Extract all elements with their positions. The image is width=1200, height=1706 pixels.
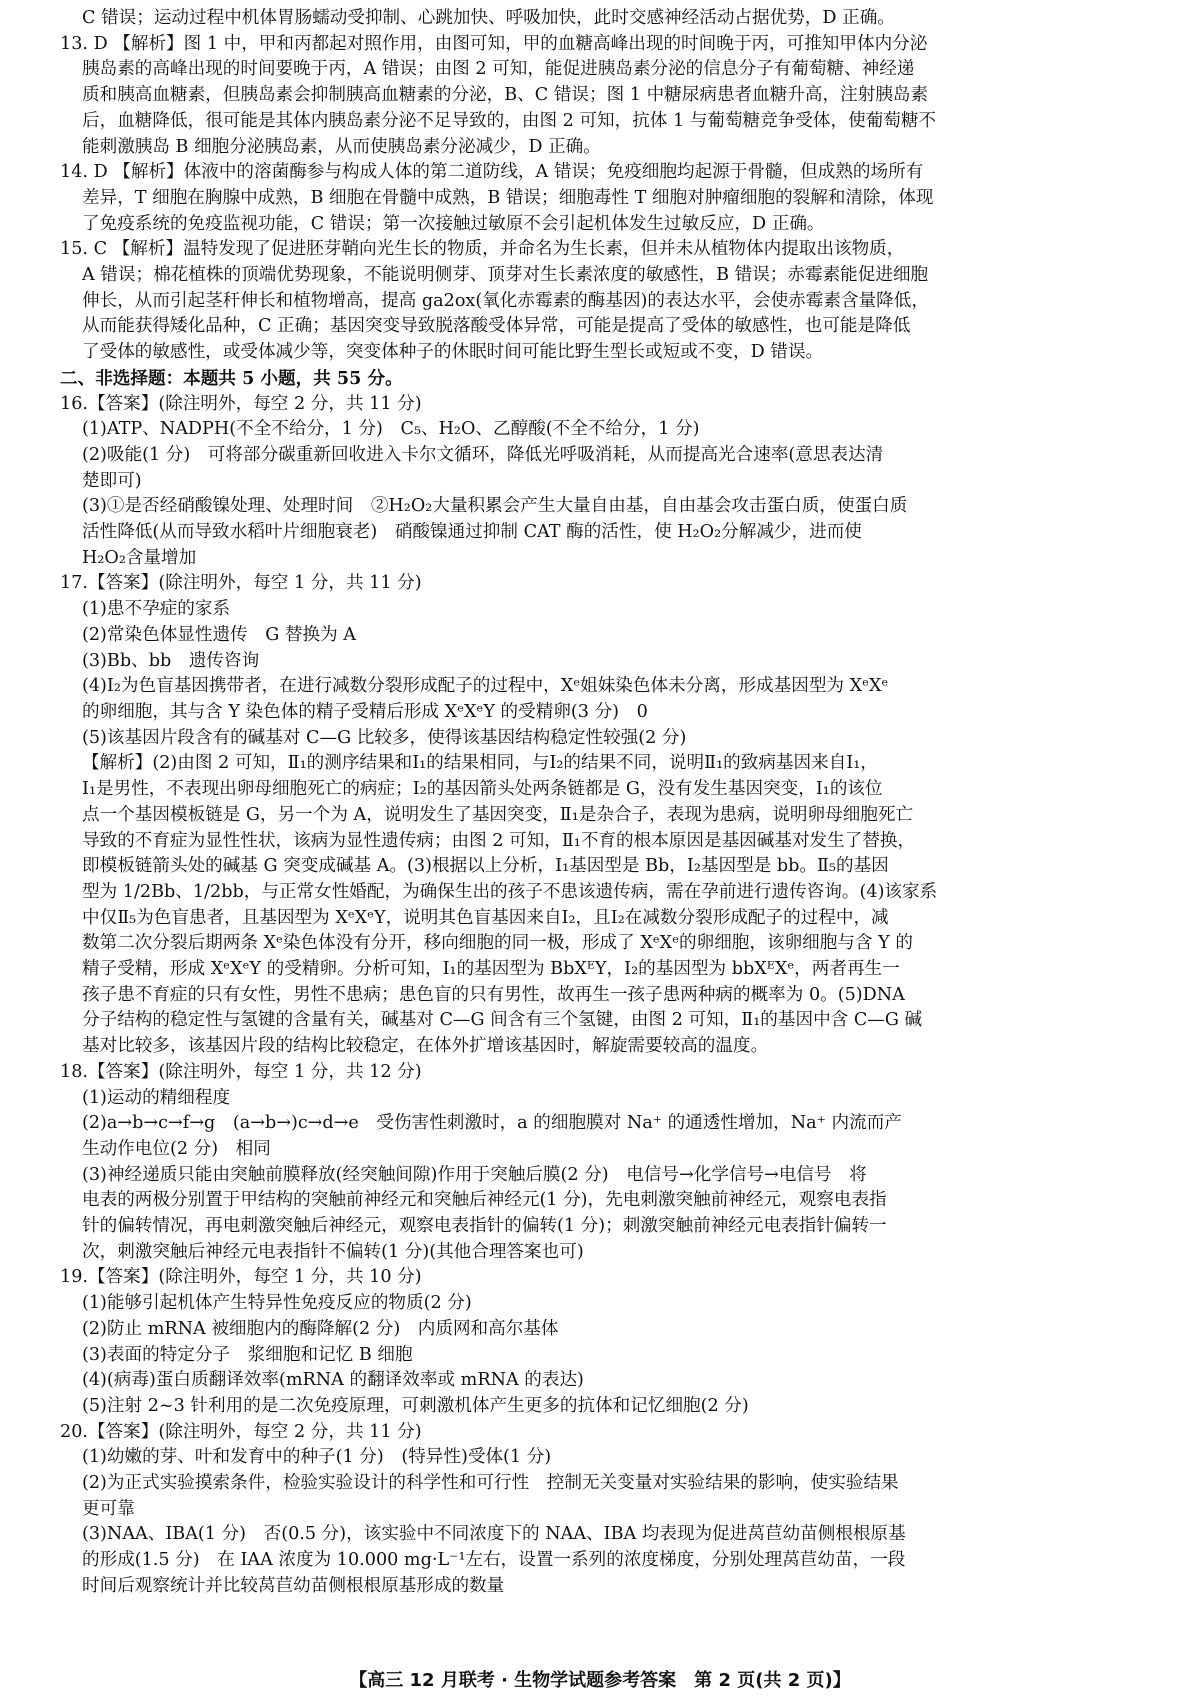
text-line: 16.【答案】(除注明外，每空 2 分，共 11 分)	[60, 393, 422, 414]
text-line: 分子结构的稳定性与氢键的含量有关，碱基对 C—G 间含有三个氢键，由图 2 可知，Ⅱ₁的基因中含 C—G 碱	[82, 1010, 923, 1031]
text-line: 次，刺激突触后神经元电表指针不偏转(1 分)(其他合理答案也可)	[82, 1241, 584, 1262]
text-line: (5)该基因片段含有的碱基对 C—G 比较多，使得该基因结构稳定性较强(2 分)	[82, 727, 687, 748]
text-line: (2)a→b→c→f→g (a→b→)c→d→e 受伤害性刺激时，a 的细胞膜对 Na⁺ 的通透性增加，Na⁺ 内流而产	[82, 1113, 902, 1134]
text-line: 18.【答案】(除注明外，每空 1 分，共 12 分)	[60, 1061, 422, 1082]
text-line: (3)NAA、IBA(1 分) 否(0.5 分)，该实验中不同浓度下的 NAA、IBA 均表现为促进莴苣幼苗侧根根原基	[82, 1524, 906, 1545]
text-line: (4)Ⅰ₂为色盲基因携带者，在进行减数分裂形成配子的过程中，Xᵉ姐妹染色体未分离，形成基因型为 XᵉXᵉ	[82, 676, 889, 697]
text-line: 型为 1/2Bb、1/2bb，与正常女性婚配，为确保生出的孩子不患该遗传病，需在孕前进行遗传咨询。(4)该家系	[82, 881, 938, 902]
text-line: 精子受精，形成 XᵉXᵉY 的受精卵。分析可知，Ⅰ₁的基因型为 BbXᴱY，Ⅰ₂的基因型为 bbXᴱXᵉ，两者再生一	[82, 959, 900, 980]
text-line: 了免疫系统的免疫监视功能，C 错误；第一次接触过敏原不会引起机体发生过敏反应，D 正确。	[82, 213, 825, 234]
text-line: (2)为正式实验摸索条件，检验实验设计的科学性和可行性 控制无关变量对实验结果的影响，使实验结果	[82, 1473, 899, 1494]
text-line: 时间后观察统计并比较莴苣幼苗侧根根原基形成的数量	[82, 1575, 505, 1596]
text-line: 点一个基因模板链是 G，另一个为 A，说明发生了基因突变，Ⅱ₁是杂合子，表现为患病，说明卵母细胞死亡	[82, 804, 914, 825]
text-line: 伸长，从而引起茎秆伸长和植物增高，提高 ga2ox(氧化赤霉素的酶基因)的表达水平，会使赤霉素含量降低，	[82, 290, 929, 311]
text-line: 导致的不育症为显性性状，该病为显性遗传病；由图 2 可知，Ⅱ₁不育的根本原因是基因碱基对发生了替换，	[82, 830, 916, 851]
text-line: (2)防止 mRNA 被细胞内的酶降解(2 分) 内质网和高尔基体	[82, 1318, 559, 1339]
text-line: 生动作电位(2 分) 相同	[82, 1138, 271, 1159]
text-line: (1)幼嫩的芽、叶和发育中的种子(1 分) (特异性)受体(1 分)	[82, 1447, 552, 1468]
text-line: 基对比较多，该基因片段的结构比较稳定，在体外扩增该基因时，解旋需要较高的温度。	[82, 1036, 769, 1057]
text-line: (4)(病毒)蛋白质翻译效率(mRNA 的翻译效率或 mRNA 的表达)	[82, 1370, 584, 1391]
text-line: (1)患不孕症的家系	[82, 599, 231, 620]
text-line: 了受体的敏感性，或受体减少等，突变体种子的休眠时间可能比野生型长或短或不变，D 错误。	[82, 342, 824, 363]
text-line: Ⅰ₁是男性，不表现出卵母细胞死亡的病症；Ⅰ₂的基因箭头处两条链都是 G，没有发生基因突变，Ⅰ₁的该位	[82, 779, 883, 800]
text-line: 14. D 【解析】体液中的溶菌酶参与构成人体的第二道防线，A 错误；免疫细胞均起源于骨髓，但成熟的场所有	[60, 162, 924, 183]
text-line: (5)注射 2~3 针利用的是二次免疫原理，可刺激机体产生更多的抗体和记忆细胞(2 分)	[82, 1395, 749, 1416]
text-line: 17.【答案】(除注明外，每空 1 分，共 11 分)	[60, 573, 422, 594]
text-line: 20.【答案】(除注明外，每空 2 分，共 11 分)	[60, 1421, 422, 1442]
text-line: 二、非选择题：本题共 5 小题，共 55 分。	[60, 367, 403, 389]
text-line: 15. C 【解析】温特发现了促进胚芽鞘向光生长的物质，并命名为生长素，但并未从植物体内提取出该物质，	[60, 239, 905, 260]
text-line: (1)ATP、NADPH(不全不给分，1 分) C₅、H₂O、乙醇酸(不全不给分，1 分)	[82, 419, 700, 440]
text-line: 电表的两极分别置于甲结构的突触前神经元和突触后神经元(1 分)，先电刺激突触前神经元，观察电表指	[82, 1190, 887, 1211]
text-line: 从而能获得矮化品种，C 正确；基因突变导致脱落酸受体异常，可能是提高了受体的敏感性，也可能是降低	[82, 316, 911, 337]
text-line: (3)表面的特定分子 浆细胞和记忆 B 细胞	[82, 1344, 413, 1365]
text-line: 中仅Ⅱ₅为色盲患者，且基因型为 XᵉXᵉY，说明其色盲基因来自Ⅰ₂，且Ⅰ₂在减数分裂形成配子的过程中，减	[82, 907, 889, 928]
text-line: 13. D 【解析】图 1 中，甲和丙都起对照作用，由图可知，甲的血糖高峰出现的时间晚于丙，可推知甲体内分泌	[60, 33, 928, 54]
text-line: 活性降低(从而导致水稻叶片细胞衰老) 硝酸镍通过抑制 CAT 酶的活性，使 H₂O₂分解减少，进而使	[82, 522, 862, 543]
text-line: 楚即可)	[82, 470, 142, 491]
text-line: C 错误；运动过程中机体胃肠蠕动受抑制、心跳加快、呼吸加快，此时交感神经活动占据优势，D 正确。	[82, 8, 895, 28]
text-line: A 错误；棉花植株的顶端优势现象，不能说明侧芽、顶芽对生长素浓度的敏感性，B 错误；赤霉素能促进细胞	[82, 265, 929, 286]
text-line: (1)运动的精细程度	[82, 1087, 231, 1108]
text-line: (2)常染色体显性遗传 G 替换为 A	[82, 624, 356, 645]
text-line: 能刺激胰岛 B 细胞分泌胰岛素，从而使胰岛素分泌减少，D 正确。	[82, 136, 601, 157]
text-line: 即模板链箭头处的碱基 G 突变成碱基 A。(3)根据以上分析，Ⅰ₁基因型是 Bb，Ⅰ₂基因型是 bb。Ⅱ₅的基因	[82, 856, 889, 877]
text-line: (2)吸能(1 分) 可将部分碳重新回收进入卡尔文循环，降低光呼吸消耗，从而提高光合速率(意思表达清	[82, 444, 884, 465]
text-line: 的卵细胞，其与含 Y 染色体的精子受精后形成 XᵉXᵉY 的受精卵(3 分) 0	[82, 701, 648, 722]
text-line: (3)神经递质只能由突触前膜释放(经突触间隙)作用于突触后膜(2 分) 电信号→化学信号→电信号 将	[82, 1164, 867, 1185]
text-line: 差异，T 细胞在胸腺中成熟，B 细胞在骨髓中成熟，B 错误；细胞毒性 T 细胞对肿瘤细胞的裂解和清除，体现	[82, 187, 934, 208]
text-line: H₂O₂含量增加	[82, 547, 197, 568]
text-line: 后，血糖降低，很可能是其体内胰岛素分泌不足导致的，由图 2 可知，抗体 1 与葡萄糖竞争受体，使葡萄糖不	[82, 110, 937, 131]
text-line: (3)①是否经硝酸镍处理、处理时间 ②H₂O₂大量积累会产生大量自由基，自由基会攻击蛋白质，使蛋白质	[82, 496, 908, 517]
text-line: 【解析】(2)由图 2 可知，Ⅱ₁的测序结果和Ⅰ₁的结果相同，与Ⅰ₂的结果不同，说明Ⅱ₁的致病基因来自Ⅰ₁，	[82, 753, 878, 774]
text-line: 质和胰高血糖素，但胰岛素会抑制胰高血糖素的分泌，B、C 错误；图 1 中糖尿病患者血糖升高，注射胰岛素	[82, 85, 929, 106]
text-line: 19.【答案】(除注明外，每空 1 分，共 10 分)	[60, 1267, 422, 1288]
text-line: 孩子患不育症的只有女性，男性不患病；患色盲的只有男性，故再生一孩子患两种病的概率为 0。(5)DNA	[82, 984, 905, 1005]
text-line: 更可靠	[82, 1498, 135, 1519]
page-footer: 【高三 12 月联考 · 生物学试题参考答案 第 2 页(共 2 页)】	[349, 1670, 851, 1691]
answer-document	[60, 6, 1160, 1600]
text-line: 针的偏转情况，再电刺激突触后神经元，观察电表指针的偏转(1 分)；刺激突触前神经元电表指针偏转一	[82, 1216, 887, 1237]
text-line: 的形成(1.5 分) 在 IAA 浓度为 10.000 mg·L⁻¹左右，设置一系列的浓度梯度，分别处理莴苣幼苗，一段	[82, 1550, 906, 1571]
text-line: 数第二次分裂后期两条 Xᵉ染色体没有分开，移向细胞的同一极，形成了 XᵉXᵉ的卵细胞，该卵细胞与含 Y 的	[82, 933, 913, 954]
text-line: (3)Bb、bb 遗传咨询	[82, 650, 260, 671]
text-line: (1)能够引起机体产生特异性免疫反应的物质(2 分)	[82, 1293, 472, 1314]
text-line: 胰岛素的高峰出现的时间要晚于丙，A 错误；由图 2 可知，能促进胰岛素分泌的信息分子有葡萄糖、神经递	[82, 59, 915, 80]
